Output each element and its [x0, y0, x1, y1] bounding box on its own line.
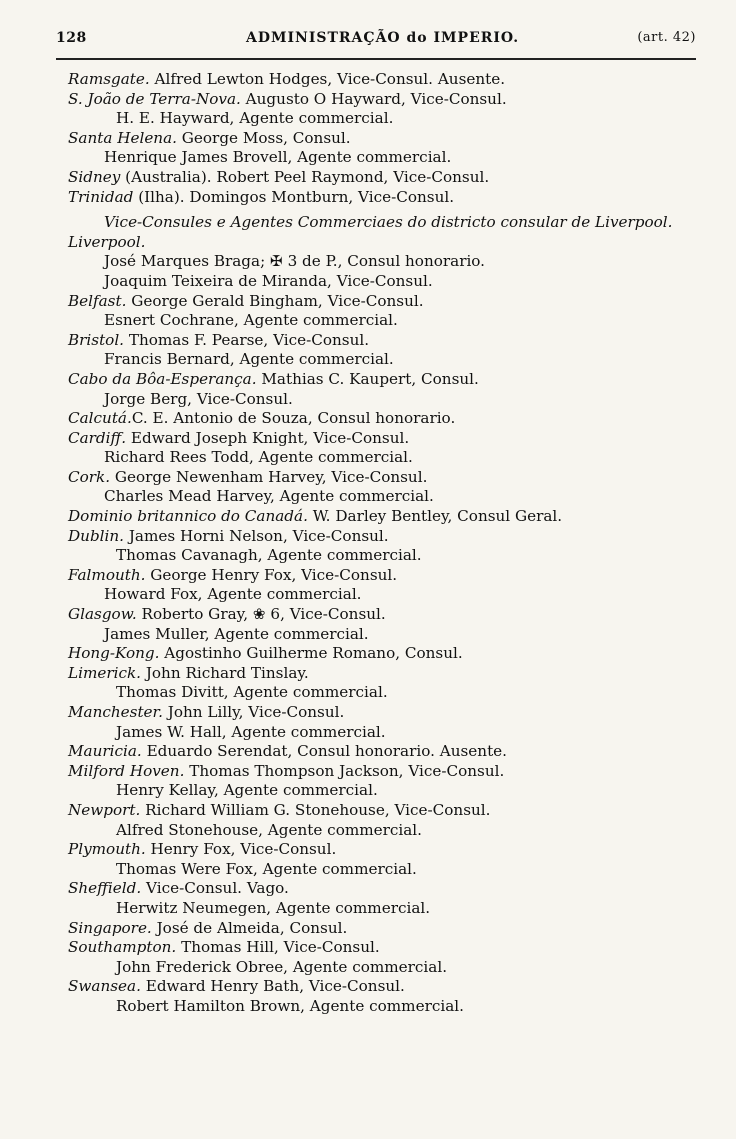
list-item — [56, 252, 696, 272]
list-item — [56, 109, 696, 129]
place-name: Dominio britannico do Canadá. — [68, 507, 308, 526]
list-item — [56, 997, 696, 1017]
place-name: Mauricia. — [68, 742, 142, 761]
list-item — [56, 468, 696, 488]
entry-text: H. E. Hayward, Agente commercial. — [116, 109, 394, 128]
entry-text: Roberto Gray, ❀ 6, Vice-Consul. — [136, 605, 386, 624]
list-item — [56, 781, 696, 801]
place-name: Newport. — [68, 800, 141, 819]
list-item — [56, 409, 696, 429]
list-item — [56, 546, 696, 566]
entry-text: George Moss, Consul. — [176, 128, 351, 147]
entry-text: Mathias C. Kaupert, Consul. — [256, 369, 479, 388]
entry-text: James Horni Nelson, Vice-Consul. — [124, 526, 389, 545]
entry-text: Francis Bernard, Agente commercial. — [104, 350, 394, 369]
list-item — [56, 566, 696, 586]
entry-text: Joaquim Teixeira de Miranda, Vice-Consul. — [104, 271, 433, 290]
list-item — [56, 148, 696, 168]
entry-text: C. E. Antonio de Souza, Consul honorario. — [131, 409, 456, 428]
list-item — [56, 129, 696, 149]
entry-text: José Marques Braga; ✠ 3 de P., Consul honorario. — [104, 252, 486, 271]
list-item — [56, 272, 696, 292]
list-item — [56, 879, 696, 899]
entry-text: Thomas Cavanagh, Agente commercial. — [116, 546, 422, 565]
entry-text: W. Darley Bentley, Consul Geral. — [307, 507, 563, 526]
place-name: Milford Hoven. — [68, 761, 185, 780]
place-name: Southampton. — [68, 938, 177, 957]
place-name: Trinidad — [68, 187, 134, 206]
place-name: Hong-Kong. — [68, 644, 160, 663]
list-item — [56, 507, 696, 527]
entry-text: Thomas F. Pearse, Vice-Consul. — [124, 330, 370, 349]
list-item — [56, 821, 696, 841]
entry-text: Robert Hamilton Brown, Agente commercial. — [116, 996, 464, 1015]
entry-text: Edward Henry Bath, Vice-Consul. — [140, 977, 405, 996]
list-item — [56, 70, 696, 90]
place-name: Calcutá. — [68, 409, 132, 428]
list-item — [56, 860, 696, 880]
entry-text: Esnert Cochrane, Agente commercial. — [104, 311, 398, 330]
page-header — [56, 30, 696, 54]
list-item — [56, 977, 696, 997]
list-item — [56, 605, 696, 625]
list-item — [56, 370, 696, 390]
entry-text: Henry Fox, Vice-Consul. — [145, 840, 337, 859]
place-name: Falmouth. — [68, 565, 146, 584]
entry-text: James Muller, Agente commercial. — [104, 624, 369, 643]
list-item — [56, 958, 696, 978]
entry-text: George Henry Fox, Vice-Consul. — [145, 565, 398, 584]
list-item — [56, 331, 696, 351]
entry-text: James W. Hall, Agente commercial. — [116, 722, 386, 741]
section-heading — [56, 213, 696, 233]
entry-text: Agostinho Guilherme Romano, Consul. — [159, 644, 463, 663]
list-item — [56, 390, 696, 410]
list-item — [56, 168, 696, 188]
place-name: Dublin. — [68, 526, 125, 545]
place-name: S. João de Terra-Nova. — [68, 89, 241, 108]
list-item — [56, 188, 696, 208]
entry-text: Thomas Divitt, Agente commercial. — [116, 683, 388, 702]
list-item — [56, 644, 696, 664]
list-item — [56, 625, 696, 645]
list-item — [56, 233, 696, 253]
place-name: Bristol. — [68, 330, 125, 349]
list-item — [56, 801, 696, 821]
entry-text: José de Almeida, Consul. — [151, 918, 348, 937]
place-name: Limerick. — [68, 663, 141, 682]
entry-text: George Newenham Harvey, Vice-Consul. — [110, 467, 428, 486]
entry-text: Richard Rees Todd, Agente commercial. — [104, 448, 413, 467]
entry-text: George Gerald Bingham, Vice-Consul. — [126, 291, 424, 310]
entry-text: John Lilly, Vice-Consul. — [162, 703, 345, 721]
list-item — [56, 742, 696, 762]
place-name: Belfast. — [68, 291, 127, 310]
place-name: Sidney — [68, 167, 121, 186]
place-name: Cardiff. — [68, 428, 127, 447]
list-item — [56, 429, 696, 449]
list-item — [56, 311, 696, 331]
list-item — [56, 899, 696, 919]
place-name: Cabo da Bôa-Esperança. — [68, 369, 257, 388]
entry-text: Herwitz Neumegen, Agente commercial. — [116, 898, 431, 917]
place-name: Singapore. — [68, 918, 152, 937]
place-name: Plymouth. — [68, 840, 146, 859]
entry-text: Eduardo Serendat, Consul honorario. Ausente. — [141, 742, 507, 761]
consul-list — [56, 70, 696, 1017]
page-number: 128 — [56, 30, 87, 46]
entry-text: Charles Mead Harvey, Agente commercial. — [104, 487, 434, 506]
entry-text: (Australia). Robert Peel Raymond, Vice-Consul. — [120, 167, 490, 186]
entry-text: Alfred Lewton Hodges, Vice-Consul. Ausente. — [149, 70, 506, 88]
entry-text: John Richard Tinslay. — [141, 663, 309, 682]
page-title: ADMINISTRAÇÃO do IMPERIO. — [246, 30, 520, 46]
list-item — [56, 350, 696, 370]
list-item — [56, 585, 696, 605]
entry-text: Henrique James Brovell, Agente commercial. — [104, 148, 452, 167]
entry-text: Henry Kellay, Agente commercial. — [116, 781, 378, 800]
place-name: Ramsgate. — [68, 70, 150, 88]
list-item — [56, 292, 696, 312]
list-item — [56, 938, 696, 958]
entry-text: Richard William G. Stonehouse, Vice-Consul. — [140, 800, 491, 819]
list-item — [56, 723, 696, 743]
list-item — [56, 487, 696, 507]
entry-text: Edward Joseph Knight, Vice-Consul. — [126, 428, 410, 447]
entry-text: Vice-Consul. Vago. — [141, 879, 289, 898]
entry-text: Thomas Were Fox, Agente commercial. — [116, 859, 417, 878]
place-name: Glasgow. — [68, 605, 137, 624]
place-name: Sheffield. — [68, 879, 142, 898]
section-heading-text: Vice-Consules e Agentes Commerciaes do districto consular de Liverpool. — [104, 213, 673, 232]
place-name: Cork. — [68, 467, 111, 486]
list-item — [56, 683, 696, 703]
entry-text: (Ilha). Domingos Montburn, Vice-Consul. — [133, 187, 455, 206]
list-item — [56, 448, 696, 468]
list-item — [56, 90, 696, 110]
header-rule — [56, 58, 696, 60]
entry-text: Augusto O Hayward, Vice-Consul. — [240, 89, 507, 108]
place-name: Swansea. — [68, 977, 141, 996]
entry-text: Howard Fox, Agente commercial. — [104, 585, 362, 604]
place-name: Manchester. — [68, 703, 163, 721]
list-item — [56, 527, 696, 547]
list-item — [56, 703, 696, 723]
entry-text: Alfred Stonehouse, Agente commercial. — [116, 820, 422, 839]
list-item — [56, 762, 696, 782]
list-item — [56, 664, 696, 684]
place-name: Santa Helena. — [68, 128, 177, 147]
entry-text: Thomas Hill, Vice-Consul. — [176, 938, 380, 957]
list-item — [56, 840, 696, 860]
place-name: Liverpool. — [68, 232, 146, 251]
entry-text: Thomas Thompson Jackson, Vice-Consul. — [184, 761, 505, 780]
list-item — [56, 919, 696, 939]
entry-text: Jorge Berg, Vice-Consul. — [104, 389, 293, 408]
entry-text: John Frederick Obree, Agente commercial. — [116, 957, 448, 976]
article-reference: (art. 42) — [637, 30, 696, 45]
